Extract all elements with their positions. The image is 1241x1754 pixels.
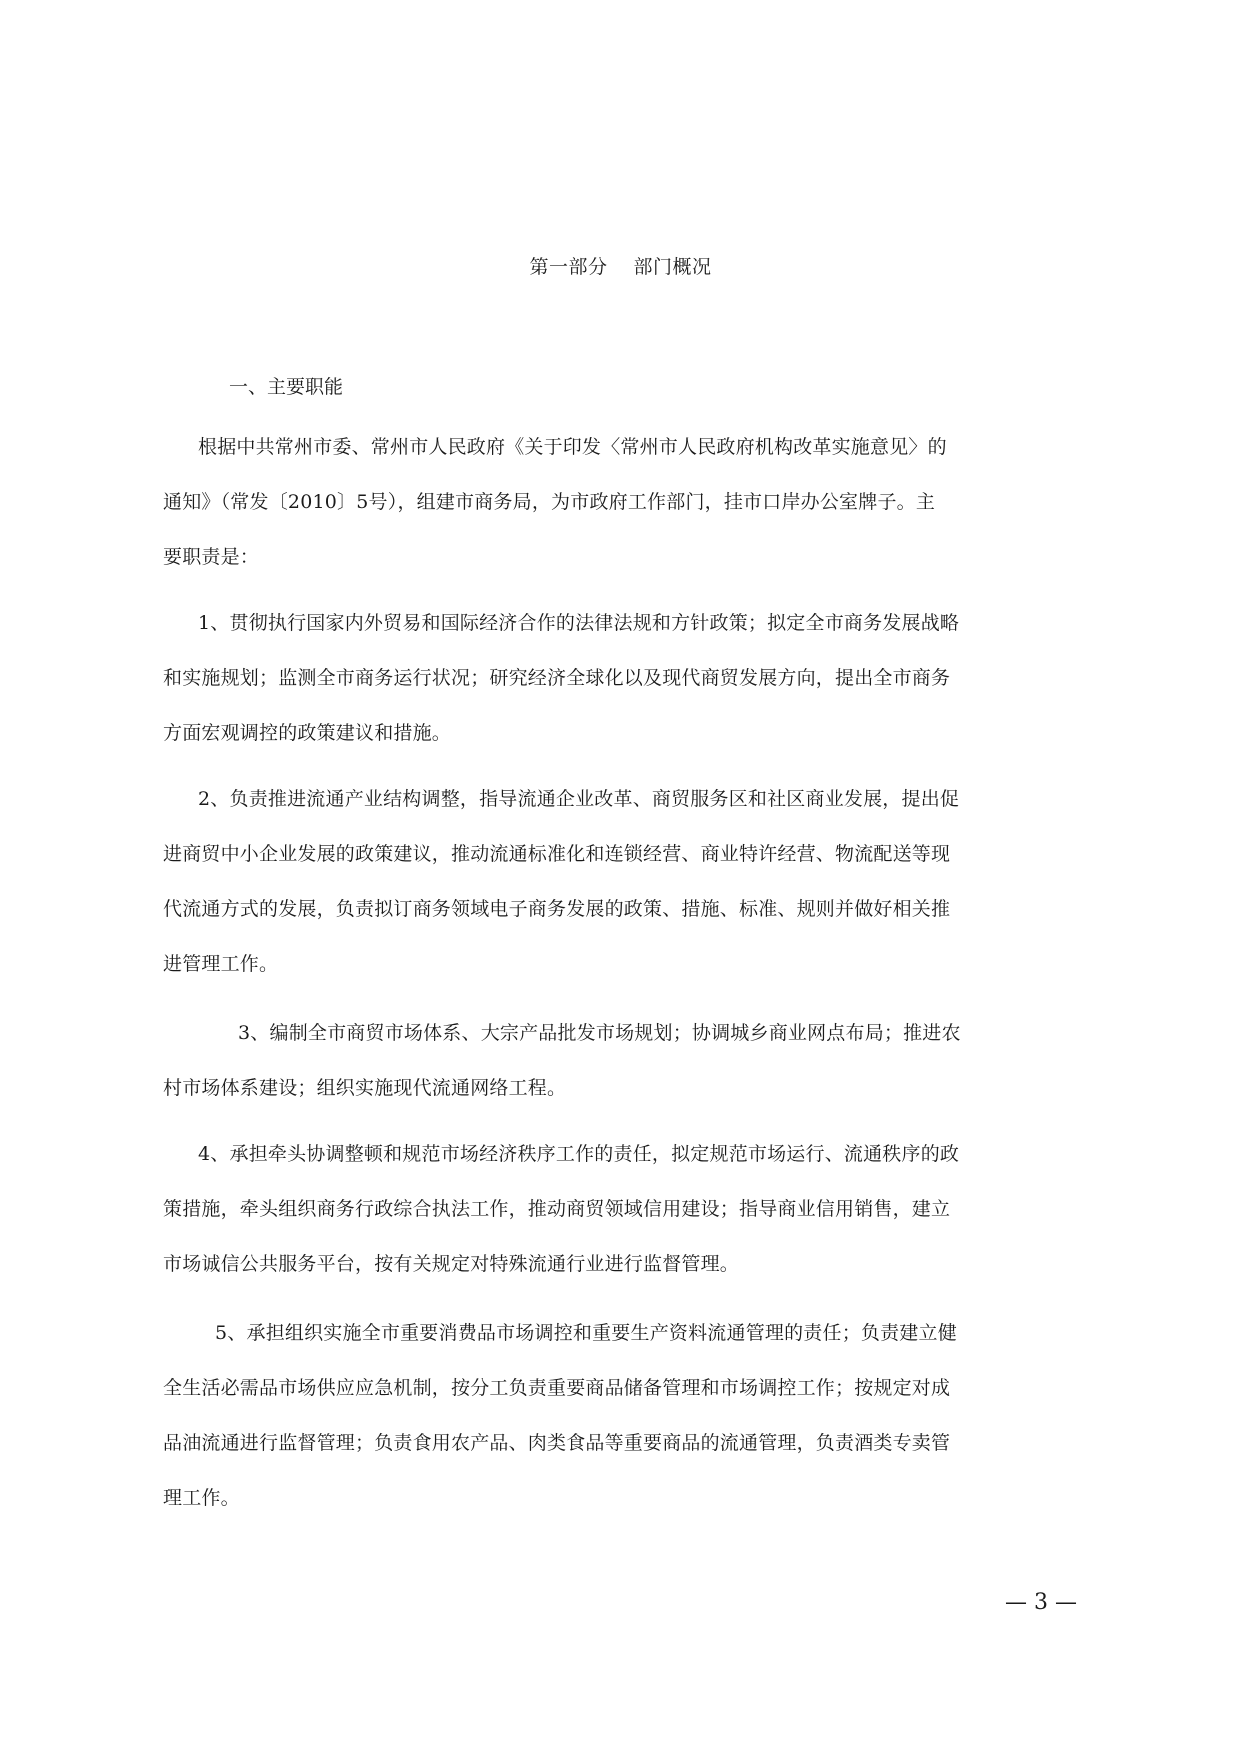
item4-line-2: 策措施，牵头组织商务行政综合执法工作，推动商贸领域信用建设；指导商业信用销售，建立 — [163, 1198, 951, 1220]
page-title — [0, 252, 1241, 279]
item1-line-2: 和实施规划；监测全市商务运行状况；研究经济全球化以及现代商贸发展方向，提出全市商务 — [163, 667, 951, 689]
page-number: — 3 — — [1005, 1590, 1077, 1615]
item2-line-1: 2、负责推进流通产业结构调整，指导流通企业改革、商贸服务区和社区商业发展，提出促 — [198, 788, 960, 810]
section-heading: 一、主要职能 — [229, 376, 344, 398]
title-name: 部门概况 — [633, 256, 712, 278]
item2-line-4: 进管理工作。 — [163, 953, 279, 975]
item5-line-1: 5、承担组织实施全市重要消费品市场调控和重要生产资料流通管理的责任；负责建立健 — [215, 1322, 957, 1344]
item4-line-1: 4、承担牵头协调整顿和规范市场经济秩序工作的责任，拟定规范市场运行、流通秩序的政 — [198, 1143, 960, 1165]
item2-line-3: 代流通方式的发展，负责拟订商务领域电子商务发展的政策、措施、标准、规则并做好相关推 — [163, 898, 951, 920]
item5-line-3: 品油流通进行监督管理；负责食用农产品、肉类食品等重要商品的流通管理，负责酒类专卖管 — [163, 1432, 951, 1454]
intro-line-3: 要职责是： — [163, 546, 260, 568]
intro-line-1: 根据中共常州市委、常州市人民政府《关于印发〈常州市人民政府机构改革实施意见〉的 — [198, 436, 947, 458]
title-part: 第一部分 — [529, 256, 608, 278]
item3-line-1: 3、编制全市商贸市场体系、大宗产品批发市场规划；协调城乡商业网点布局；推进农 — [238, 1022, 961, 1044]
intro-line-2: 通知》（常发〔2010〕5号），组建市商务局，为市政府工作部门，挂市口岸办公室牌子。主 — [163, 491, 936, 513]
item5-line-2: 全生活必需品市场供应应急机制，按分工负责重要商品储备管理和市场调控工作；按规定对成 — [163, 1377, 951, 1399]
item5-line-4: 理工作。 — [163, 1487, 240, 1509]
item1-line-3: 方面宏观调控的政策建议和措施。 — [163, 722, 452, 744]
item2-line-2: 进商贸中小企业发展的政策建议，推动流通标准化和连锁经营、商业特许经营、物流配送等现 — [163, 843, 951, 865]
item3-line-2: 村市场体系建设；组织实施现代流通网络工程。 — [163, 1077, 567, 1099]
item1-line-1: 1、贯彻执行国家内外贸易和国际经济合作的法律法规和方针政策；拟定全市商务发展战略 — [198, 612, 960, 634]
item4-line-3: 市场诚信公共服务平台，按有关规定对特殊流通行业进行监督管理。 — [163, 1253, 740, 1275]
